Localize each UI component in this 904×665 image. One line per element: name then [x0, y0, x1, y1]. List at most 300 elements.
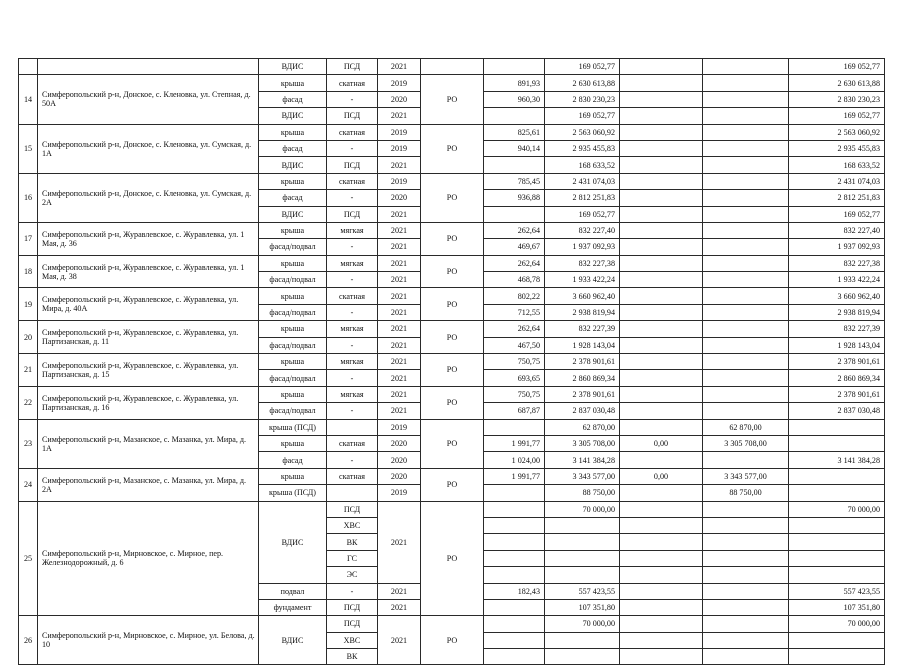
cost-cell [545, 632, 620, 648]
type-cell: - [327, 91, 378, 107]
total-cell: 70 000,00 [789, 616, 885, 632]
year-cell: 2021 [378, 222, 421, 238]
total-cell: 2 830 230,23 [789, 91, 885, 107]
area-cell [484, 157, 545, 173]
funding-cell [620, 222, 703, 238]
type-cell: - [327, 272, 378, 288]
year-cell: 2021 [378, 599, 421, 615]
element-cell: ВДИС [259, 157, 327, 173]
area-cell: 785,45 [484, 173, 545, 189]
cost-cell: 62 870,00 [545, 419, 620, 435]
total-cell: 2 938 819,94 [789, 304, 885, 320]
year-cell: 2021 [378, 354, 421, 370]
cost-cell: 169 052,77 [545, 108, 620, 124]
year-cell: 2021 [378, 616, 421, 665]
funding-cell [703, 616, 789, 632]
cost-cell: 70 000,00 [545, 616, 620, 632]
type-cell: ПСД [327, 108, 378, 124]
row-number: 23 [19, 419, 38, 468]
program-cell: РО [421, 222, 484, 255]
program-cell [421, 59, 484, 75]
total-cell: 2 837 030,48 [789, 403, 885, 419]
funding-cell [703, 59, 789, 75]
cost-cell: 557 423,55 [545, 583, 620, 599]
area-cell: 1 024,00 [484, 452, 545, 468]
funding-cell [620, 370, 703, 386]
funding-cell: 3 343 577,00 [703, 468, 789, 484]
year-cell: 2020 [378, 435, 421, 451]
total-cell: 1 933 422,24 [789, 272, 885, 288]
area-cell [484, 485, 545, 501]
funding-cell [620, 59, 703, 75]
year-cell: 2020 [378, 91, 421, 107]
total-cell [789, 517, 885, 533]
address-cell: Симферопольский р-н, Журавлевское, с. Журавлевка, ул. Партизанская, д. 15 [38, 354, 259, 387]
funding-cell [620, 649, 703, 665]
area-cell [484, 419, 545, 435]
address-cell: Симферопольский р-н, Журавлевское, с. Журавлевка, ул. 1 Мая, д. 36 [38, 222, 259, 255]
element-cell: фундамент [259, 599, 327, 615]
row-number: 24 [19, 468, 38, 501]
funding-cell [703, 354, 789, 370]
funding-cell [703, 649, 789, 665]
cost-cell: 832 227,39 [545, 321, 620, 337]
row-number: 19 [19, 288, 38, 321]
total-cell: 832 227,39 [789, 321, 885, 337]
funding-cell [703, 91, 789, 107]
funding-cell [703, 337, 789, 353]
funding-cell [620, 534, 703, 550]
funding-cell [620, 567, 703, 583]
area-cell: 687,87 [484, 403, 545, 419]
type-cell: скатная [327, 173, 378, 189]
year-cell: 2021 [378, 288, 421, 304]
area-cell: 891,93 [484, 75, 545, 91]
funding-cell [620, 616, 703, 632]
cost-cell: 2 378 901,61 [545, 386, 620, 402]
year-cell: 2021 [378, 583, 421, 599]
year-cell: 2021 [378, 337, 421, 353]
table-row [19, 75, 885, 91]
funding-cell [703, 222, 789, 238]
type-cell: мягкая [327, 255, 378, 271]
year-cell: 2019 [378, 419, 421, 435]
area-cell: 936,88 [484, 190, 545, 206]
funding-cell: 88 750,00 [703, 485, 789, 501]
funding-cell [703, 386, 789, 402]
funding-cell [620, 501, 703, 517]
type-cell: ПСД [327, 599, 378, 615]
year-cell: 2020 [378, 452, 421, 468]
funding-cell [703, 321, 789, 337]
funding-cell [703, 206, 789, 222]
table-row [19, 288, 885, 304]
element-cell: крыша [259, 288, 327, 304]
type-cell: ГС [327, 550, 378, 566]
total-cell: 169 052,77 [789, 59, 885, 75]
address-cell: Симферопольский р-н, Мирновское, с. Мирное, пер. Железнодорожный, д. 6 [38, 501, 259, 616]
area-cell [484, 632, 545, 648]
address-cell: Симферопольский р-н, Мазанское, с. Мазанка, ул. Мира, д. 1А [38, 419, 259, 468]
area-cell: 825,61 [484, 124, 545, 140]
funding-cell [703, 550, 789, 566]
funding-cell [620, 157, 703, 173]
area-cell [484, 599, 545, 615]
total-cell [789, 567, 885, 583]
area-cell: 1 991,77 [484, 435, 545, 451]
funding-cell [703, 190, 789, 206]
row-number: 22 [19, 386, 38, 419]
year-cell: 2021 [378, 206, 421, 222]
funding-cell [703, 173, 789, 189]
element-cell: крыша [259, 321, 327, 337]
area-cell [484, 108, 545, 124]
year-cell: 2019 [378, 124, 421, 140]
total-cell [789, 485, 885, 501]
area-cell [484, 501, 545, 517]
area-cell: 1 991,77 [484, 468, 545, 484]
cost-cell: 70 000,00 [545, 501, 620, 517]
element-cell: крыша [259, 435, 327, 451]
element-cell: крыша [259, 124, 327, 140]
table-row [19, 501, 885, 517]
type-cell: скатная [327, 435, 378, 451]
total-cell: 2 378 901,61 [789, 354, 885, 370]
program-cell: РО [421, 616, 484, 665]
funding-cell: 0,00 [620, 468, 703, 484]
area-cell: 469,67 [484, 239, 545, 255]
funding-cell [620, 452, 703, 468]
total-cell [789, 419, 885, 435]
table-row [19, 222, 885, 238]
funding-cell: 0,00 [620, 435, 703, 451]
cost-cell [545, 550, 620, 566]
funding-cell [620, 517, 703, 533]
table-row [19, 616, 885, 632]
element-cell: крыша [259, 468, 327, 484]
cost-cell: 2 378 901,61 [545, 354, 620, 370]
element-cell: крыша [259, 386, 327, 402]
type-cell [327, 419, 378, 435]
funding-cell [620, 288, 703, 304]
type-cell: скатная [327, 468, 378, 484]
table-row [19, 255, 885, 271]
funding-cell [620, 140, 703, 156]
cost-cell [545, 534, 620, 550]
address-cell: Симферопольский р-н, Журавлевское, с. Журавлевка, ул. 1 Мая, д. 38 [38, 255, 259, 288]
total-cell: 70 000,00 [789, 501, 885, 517]
table-row [19, 321, 885, 337]
funding-cell [620, 206, 703, 222]
type-cell: скатная [327, 124, 378, 140]
year-cell: 2019 [378, 485, 421, 501]
area-cell: 960,30 [484, 91, 545, 107]
funding-cell [620, 337, 703, 353]
funding-cell [703, 403, 789, 419]
cost-cell: 2 938 819,94 [545, 304, 620, 320]
year-cell: 2020 [378, 190, 421, 206]
funding-cell [620, 583, 703, 599]
total-cell: 1 937 092,93 [789, 239, 885, 255]
type-cell: скатная [327, 75, 378, 91]
area-cell [484, 206, 545, 222]
cost-cell: 2 935 455,83 [545, 140, 620, 156]
funding-cell [703, 108, 789, 124]
year-cell: 2019 [378, 75, 421, 91]
type-cell: мягкая [327, 321, 378, 337]
cost-cell: 2 837 030,48 [545, 403, 620, 419]
funding-cell [620, 321, 703, 337]
cost-cell: 2 431 074,03 [545, 173, 620, 189]
element-cell: фасад/подвал [259, 337, 327, 353]
total-cell: 2 812 251,83 [789, 190, 885, 206]
area-cell: 262,64 [484, 255, 545, 271]
area-cell [484, 567, 545, 583]
area-cell: 940,14 [484, 140, 545, 156]
area-cell: 712,55 [484, 304, 545, 320]
year-cell: 2021 [378, 501, 421, 583]
area-cell: 262,64 [484, 222, 545, 238]
type-cell: - [327, 583, 378, 599]
total-cell [789, 435, 885, 451]
funding-cell [620, 354, 703, 370]
funding-cell [620, 485, 703, 501]
address-cell: Симферопольский р-н, Журавлевское, с. Журавлевка, ул. Мира, д. 40А [38, 288, 259, 321]
element-cell: фасад [259, 452, 327, 468]
area-cell: 802,22 [484, 288, 545, 304]
element-cell: фасад [259, 140, 327, 156]
type-cell: - [327, 452, 378, 468]
row-number: 20 [19, 321, 38, 354]
program-cell: РО [421, 354, 484, 387]
funding-cell [703, 239, 789, 255]
cost-cell: 3 305 708,00 [545, 435, 620, 451]
element-cell: фасад/подвал [259, 272, 327, 288]
cost-cell [545, 567, 620, 583]
total-cell: 2 431 074,03 [789, 173, 885, 189]
address-cell: Симферопольский р-н, Журавлевское, с. Журавлевка, ул. Партизанская, д. 11 [38, 321, 259, 354]
funding-cell [620, 239, 703, 255]
cost-cell: 2 630 613,88 [545, 75, 620, 91]
cost-cell: 3 660 962,40 [545, 288, 620, 304]
funding-cell [703, 157, 789, 173]
total-cell: 107 351,80 [789, 599, 885, 615]
funding-cell [703, 124, 789, 140]
element-cell: фасад/подвал [259, 370, 327, 386]
row-number: 17 [19, 222, 38, 255]
element-cell: крыша (ПСД) [259, 419, 327, 435]
total-cell [789, 534, 885, 550]
area-cell: 750,75 [484, 386, 545, 402]
address-cell: Симферопольский р-н, Мирновское, с. Мирное, ул. Белова, д. 10 [38, 616, 259, 665]
funding-cell [703, 501, 789, 517]
funding-cell [703, 452, 789, 468]
table-row [19, 124, 885, 140]
total-cell [789, 550, 885, 566]
element-cell: подвал [259, 583, 327, 599]
year-cell: 2021 [378, 239, 421, 255]
funding-cell [620, 419, 703, 435]
cost-cell: 2 563 060,92 [545, 124, 620, 140]
type-cell: - [327, 239, 378, 255]
table-body [19, 59, 885, 665]
area-cell: 750,75 [484, 354, 545, 370]
funding-cell [620, 190, 703, 206]
area-cell [484, 517, 545, 533]
program-cell: РО [421, 255, 484, 288]
row-number: 21 [19, 354, 38, 387]
element-cell: ВДИС [259, 616, 327, 665]
table-row [19, 419, 885, 435]
area-cell: 467,50 [484, 337, 545, 353]
type-cell: - [327, 403, 378, 419]
address-cell: Симферопольский р-н, Донское, с. Кленовка, ул. Степная, д. 50А [38, 75, 259, 124]
year-cell: 2021 [378, 108, 421, 124]
type-cell: мягкая [327, 386, 378, 402]
type-cell: скатная [327, 288, 378, 304]
funding-cell: 62 870,00 [703, 419, 789, 435]
total-cell: 2 630 613,88 [789, 75, 885, 91]
year-cell: 2021 [378, 272, 421, 288]
year-cell: 2021 [378, 386, 421, 402]
type-cell: мягкая [327, 222, 378, 238]
type-cell: - [327, 190, 378, 206]
row-number [19, 59, 38, 75]
cost-cell: 168 633,52 [545, 157, 620, 173]
type-cell: ПСД [327, 59, 378, 75]
element-cell: крыша [259, 354, 327, 370]
year-cell: 2021 [378, 370, 421, 386]
type-cell [327, 485, 378, 501]
year-cell: 2021 [378, 255, 421, 271]
funding-cell [703, 583, 789, 599]
total-cell: 169 052,77 [789, 108, 885, 124]
cost-cell: 2 860 869,34 [545, 370, 620, 386]
element-cell: крыша [259, 222, 327, 238]
type-cell: мягкая [327, 354, 378, 370]
type-cell: ПСД [327, 157, 378, 173]
funding-cell [620, 108, 703, 124]
element-cell: фасад [259, 190, 327, 206]
program-cell: РО [421, 173, 484, 222]
element-cell: ВДИС [259, 206, 327, 222]
funding-cell [620, 599, 703, 615]
cost-cell: 1 928 143,04 [545, 337, 620, 353]
row-number: 26 [19, 616, 38, 665]
element-cell: ВДИС [259, 108, 327, 124]
total-cell: 169 052,77 [789, 206, 885, 222]
cost-cell: 3 141 384,28 [545, 452, 620, 468]
type-cell: ПСД [327, 616, 378, 632]
total-cell: 2 860 869,34 [789, 370, 885, 386]
program-cell: РО [421, 288, 484, 321]
funding-cell [703, 632, 789, 648]
total-cell: 832 227,38 [789, 255, 885, 271]
area-cell [484, 550, 545, 566]
total-cell: 3 660 962,40 [789, 288, 885, 304]
type-cell: ЭС [327, 567, 378, 583]
cost-cell: 107 351,80 [545, 599, 620, 615]
area-cell [484, 534, 545, 550]
row-number: 18 [19, 255, 38, 288]
total-cell: 1 928 143,04 [789, 337, 885, 353]
area-cell: 468,78 [484, 272, 545, 288]
funding-cell [703, 567, 789, 583]
program-cell: РО [421, 124, 484, 173]
year-cell: 2019 [378, 140, 421, 156]
funding-cell [620, 632, 703, 648]
capital-repair-table [18, 58, 885, 665]
address-cell [38, 59, 259, 75]
total-cell: 3 141 384,28 [789, 452, 885, 468]
total-cell [789, 649, 885, 665]
cost-cell: 3 343 577,00 [545, 468, 620, 484]
total-cell: 168 633,52 [789, 157, 885, 173]
funding-cell [703, 75, 789, 91]
funding-cell [703, 140, 789, 156]
area-cell: 693,65 [484, 370, 545, 386]
funding-cell [703, 599, 789, 615]
funding-cell [620, 550, 703, 566]
table-row [19, 468, 885, 484]
total-cell: 2 563 060,92 [789, 124, 885, 140]
program-cell: РО [421, 468, 484, 501]
table-row [19, 354, 885, 370]
program-cell: РО [421, 321, 484, 354]
row-number: 15 [19, 124, 38, 173]
area-cell [484, 649, 545, 665]
funding-cell [620, 272, 703, 288]
funding-cell [703, 272, 789, 288]
program-cell: РО [421, 419, 484, 468]
element-cell: фасад/подвал [259, 239, 327, 255]
area-cell [484, 616, 545, 632]
total-cell: 2 935 455,83 [789, 140, 885, 156]
year-cell: 2021 [378, 403, 421, 419]
element-cell: фасад/подвал [259, 403, 327, 419]
program-cell: РО [421, 501, 484, 616]
funding-cell [703, 288, 789, 304]
cost-cell: 832 227,40 [545, 222, 620, 238]
table-row [19, 173, 885, 189]
total-cell [789, 632, 885, 648]
cost-cell: 2 830 230,23 [545, 91, 620, 107]
year-cell: 2019 [378, 173, 421, 189]
program-cell: РО [421, 386, 484, 419]
element-cell: крыша [259, 255, 327, 271]
element-cell: крыша [259, 173, 327, 189]
funding-cell: 3 305 708,00 [703, 435, 789, 451]
cost-cell: 832 227,38 [545, 255, 620, 271]
funding-cell [620, 173, 703, 189]
area-cell: 262,64 [484, 321, 545, 337]
element-cell: ВДИС [259, 59, 327, 75]
funding-cell [620, 124, 703, 140]
type-cell: ВК [327, 534, 378, 550]
type-cell: ПСД [327, 501, 378, 517]
type-cell: - [327, 370, 378, 386]
address-cell: Симферопольский р-н, Донское, с. Кленовка, ул. Сумская, д. 2А [38, 173, 259, 222]
year-cell: 2021 [378, 321, 421, 337]
total-cell: 557 423,55 [789, 583, 885, 599]
funding-cell [703, 304, 789, 320]
cost-cell: 169 052,77 [545, 206, 620, 222]
type-cell: ПСД [327, 206, 378, 222]
address-cell: Симферопольский р-н, Журавлевское, с. Журавлевка, ул. Партизанская, д. 16 [38, 386, 259, 419]
year-cell: 2021 [378, 157, 421, 173]
area-cell: 182,43 [484, 583, 545, 599]
type-cell: - [327, 304, 378, 320]
